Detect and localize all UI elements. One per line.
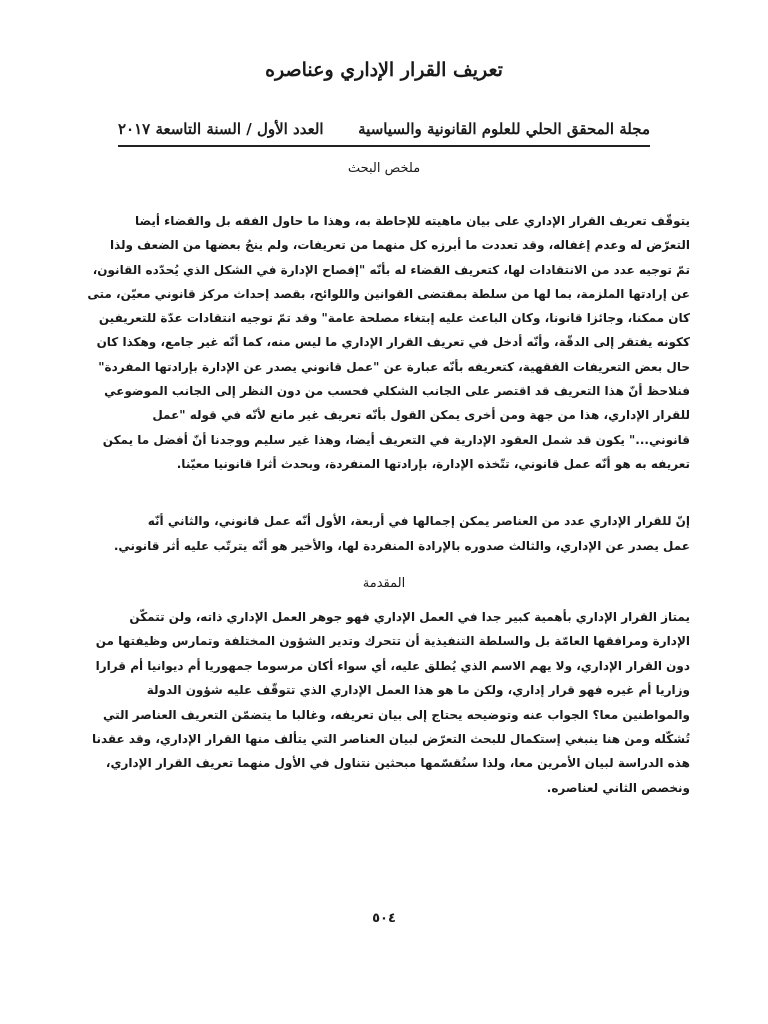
abstract-paragraph-2 (70, 509, 690, 559)
text-line: هذه الدراسة لبيان الأمرين معا، ولذا سنُقسّمها مبحثين نتناول في الأول منهما تعريف القرار الإداري، (105, 756, 690, 771)
header-divider (118, 145, 650, 147)
text-line: يتوقّف تعريف القرار الإداري على بيان ماهيته للإحاطة به، وهذا ما حاول الفقه بل والقضاء أيضا (135, 214, 690, 228)
text-line: للقرار الإداري، هذا من جهة ومن أخرى يمكن القول بأنّه تعريف غير مانع لأنّه في قوله "عمل (152, 408, 690, 423)
text-line: دون القرار الإداري، ولا يهم الاسم الذي يُطلق عليه، أي سواء أكان مرسوما جمهوريا أم ديوانيا أم قرارا (95, 658, 690, 673)
journal-header (118, 117, 650, 141)
page-number: ٥٠٤ (372, 911, 396, 926)
text-line: ككونه يفتقر إلى الدقّة، وأنّه أدخل في تعريف القرار الإداري ما ليس منه، كما أنّه غير جامع، وهكذا كان (96, 335, 690, 350)
abstract-title: ملخص البحث (347, 161, 421, 176)
running-title: تعريف القرار الإداري وعناصره (265, 59, 503, 81)
text-line: تعريفه به هو أنّه عمل قانوني، تتّخذه الإدارة، بإرادتها المنفردة، وبحدث أثرا قانونيا معيّنا. (176, 456, 690, 471)
text-line: قانوني..." يكون قد شمل العقود الإدارية في التعريف أيضا، وهذا غير سليم ووجدنا أنّ أفضل ما يمكن (102, 432, 690, 447)
text-line: تُشكّله ومن هنا ينبغي إستكمال للبحث التعرّض لبيان العناصر التي يتألف منها القرار الإداري، وقد عقدنا (91, 732, 690, 747)
text-line: عن إرادتها الملزمة، بما لها من سلطة بمقتضى القوانين واللوائح، بقصد إحداث مركز قانوني معيّن، متى (87, 286, 690, 301)
issue-info: العدد الأول / السنة التاسعة ٢٠١٧ (118, 120, 324, 138)
text-line: فنلاحظ أنّ هذا التعريف قد اقتصر على الجانب الشكلي فحسب من دون النظر إلى الجانب الموضوعي (104, 384, 690, 399)
introduction-title: المقدمة (362, 576, 406, 591)
journal-name: مجلة المحقق الحلي للعلوم القانونية والسياسية (358, 120, 650, 138)
text-line: التعرّض له وعدم إغفاله، وقد تعددت ما أبرزه كل منهما من تعريفات، ولم ينجُ بعضها من الضعف ولذا (109, 238, 690, 253)
text-line: عمل يصدر عن الإداري، والثالث صدوره بالإرادة المنفردة لها، والأخير هو أنّه يترتّب عليه أثر قانوني. (113, 539, 690, 553)
text-line: كان ممكنا، وجائزا قانونا، وكان الباعث عليه إبتغاء مصلحة عامة" وقد تمّ توجيه انتقادات عدّة للتعريفين (98, 311, 690, 326)
text-line: والمواطنين معا؟ الجواب عنه وتوضيحه يحتاج إلى بيان تعريفه، وغالبا ما يتضمّن التعريف العناصر التي (102, 707, 690, 722)
abstract-paragraph-1 (70, 209, 690, 476)
text-line: يمتاز القرار الإداري بأهمية كبير جدا في العمل الإداري فهو جوهر العمل الإداري ذاته، ولن تتمكّن (129, 610, 690, 624)
text-line: حال بعض التعريفات الفقهية، كتعريفه بأنّه عبارة عن "عمل قانوني يصدر عن الإدارة بإرادتها المفردة" (98, 359, 690, 374)
text-line: تمّ توجيه عدد من الانتقادات لها، كتعريف القضاء له بأنّه "إفصاح الإدارة في الشكل الذي يُحدّده القانون، (92, 262, 690, 277)
text-line: الإدارة ومرافقها العامّة بل والسلطة التنفيذية أن تتحرك وتدير الشؤون المختلفة وتمارس وظيفتها من (95, 634, 690, 649)
text-line: وزاريا أم غيره فهو قرار إداري، ولكن ما هو هذا العمل الإداري الذي تتوقّف عليه شؤون الدولة (146, 683, 690, 698)
introduction-paragraph-1 (70, 605, 690, 800)
text-line: إنّ للقرار الإداري عدد من العناصر يمكن إجمالها في أربعة، الأول أنّه عمل قانوني، والثاني أنّه (147, 514, 690, 528)
text-line: ونخصص الثاني لعناصره. (546, 780, 690, 795)
